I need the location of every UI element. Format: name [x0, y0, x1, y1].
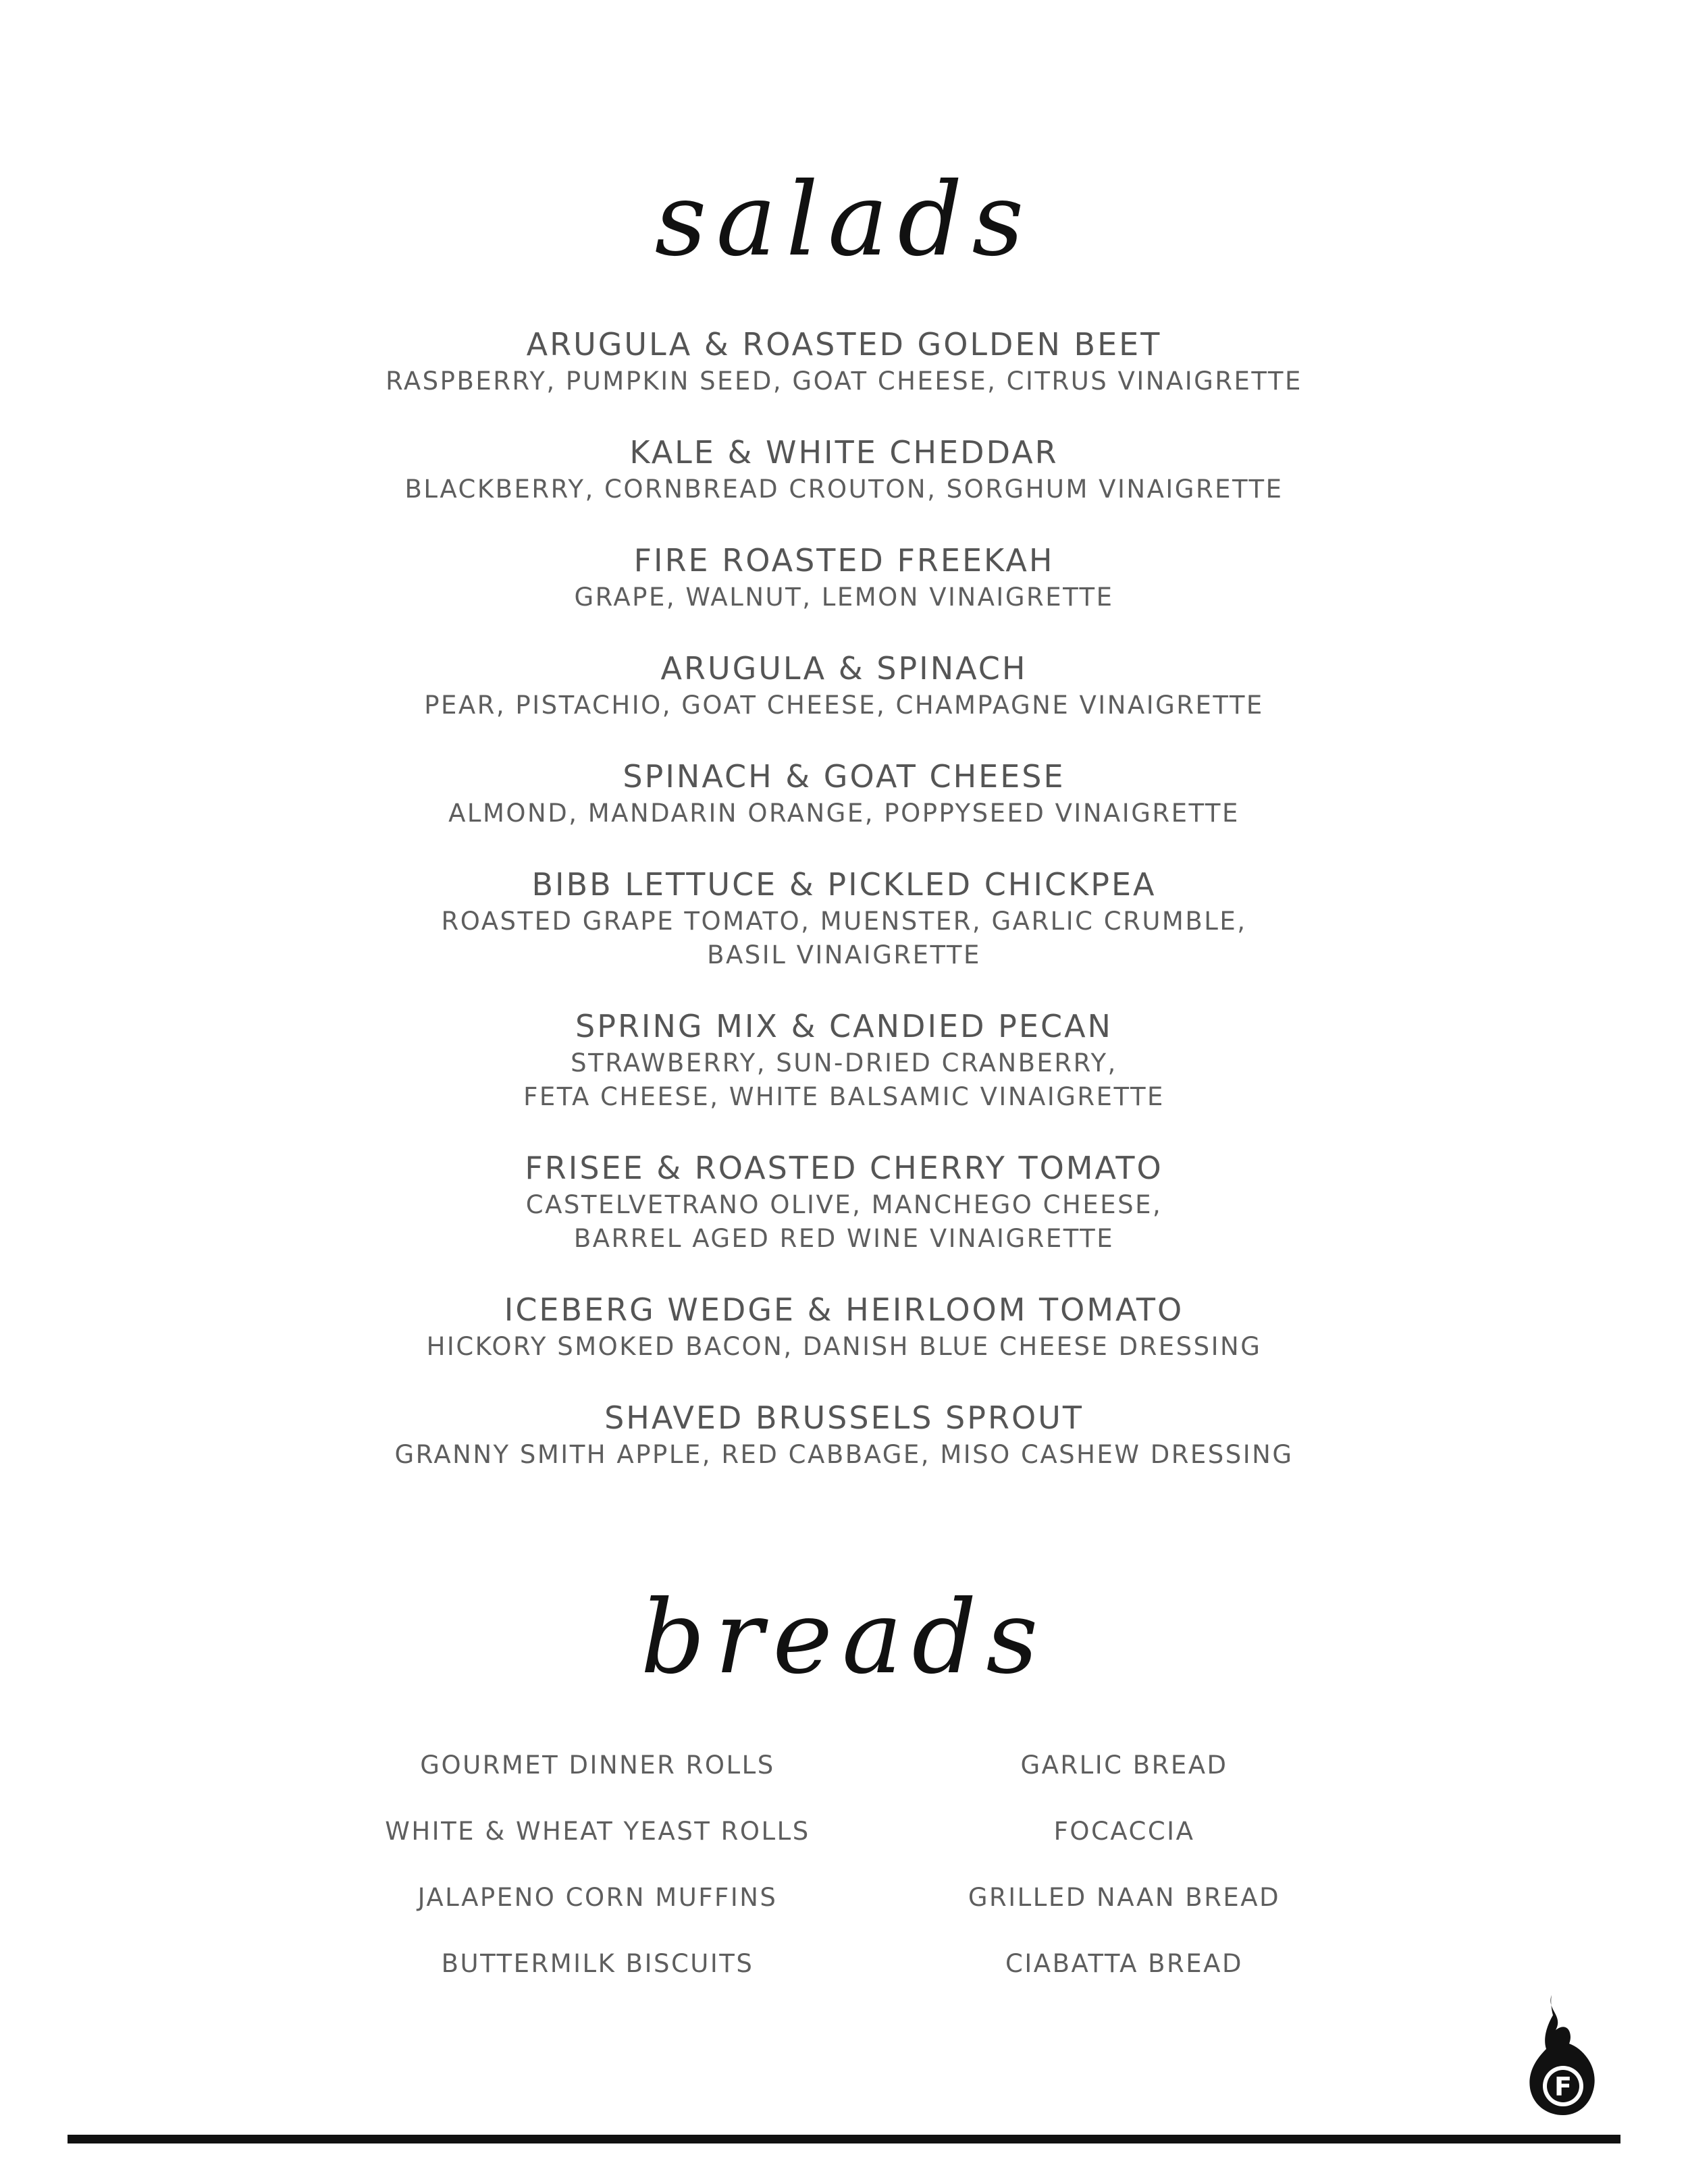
salad-description: ALMOND, MANDARIN ORANGE, POPPYSEED VINAIGRETTE [448, 799, 1240, 828]
salad-item [0, 864, 1688, 972]
salad-description: BLACKBERRY, CORNBREAD CROUTON, SORGHUM VINAIGRETTE [404, 475, 1284, 504]
salad-item [0, 1006, 1688, 1114]
salad-description: STRAWBERRY, SUN-DRIED CRANBERRY, [571, 1048, 1117, 1077]
salad-item [0, 1397, 1688, 1472]
salad-description: GRAPE, WALNUT, LEMON VINAIGRETTE [574, 583, 1114, 612]
salad-description: BARREL AGED RED WINE VINAIGRETTE [573, 1224, 1115, 1253]
salad-description: CASTELVETRANO OLIVE, MANCHEGO CHEESE, [525, 1190, 1163, 1219]
salad-description: PEAR, PISTACHIO, GOAT CHEESE, CHAMPAGNE VINAIGRETTE [424, 691, 1264, 720]
bottom-rule [68, 2135, 1620, 2143]
bread-item: GRILLED NAAN BREAD [968, 1883, 1281, 1912]
salad-description: GRANNY SMITH APPLE, RED CABBAGE, MISO CASHEW DRESSING [394, 1440, 1294, 1469]
salad-name: KALE & WHITE CHEDDAR [629, 434, 1059, 471]
salad-name: FRISEE & ROASTED CHERRY TOMATO [525, 1150, 1163, 1186]
salad-item [0, 432, 1688, 506]
salad-name: ICEBERG WEDGE & HEIRLOOM TOMATO [504, 1291, 1184, 1328]
salad-list [0, 324, 1688, 1506]
bread-list-right [834, 1749, 1415, 2013]
logo-letter: F [1554, 2072, 1572, 2102]
flame-logo-icon [1526, 1995, 1600, 2116]
bread-item: WHITE & WHEAT YEAST ROLLS [385, 1817, 810, 1846]
salad-name: ARUGULA & ROASTED GOLDEN BEET [526, 326, 1162, 363]
bread-item: BUTTERMILK BISCUITS [441, 1949, 754, 1978]
salad-name: ARUGULA & SPINACH [660, 650, 1028, 687]
salad-description: ROASTED GRAPE TOMATO, MUENSTER, GARLIC CRUMBLE, [441, 907, 1247, 936]
bread-item: FOCACCIA [1053, 1817, 1195, 1846]
salad-description: BASIL VINAIGRETTE [707, 940, 981, 969]
bread-item: CIABATTA BREAD [1005, 1949, 1243, 1978]
breads-heading: breads [640, 1578, 1048, 1697]
salad-name: FIRE ROASTED FREEKAH [633, 542, 1055, 579]
salad-description: HICKORY SMOKED BACON, DANISH BLUE CHEESE DRESSING [426, 1332, 1262, 1361]
bread-list-left [307, 1749, 888, 2013]
salad-name: SHAVED BRUSSELS SPROUT [604, 1400, 1084, 1436]
bread-item: GOURMET DINNER ROLLS [420, 1751, 775, 1780]
salad-item [0, 756, 1688, 830]
salads-heading: salads [654, 161, 1034, 279]
salad-item [0, 648, 1688, 722]
bread-item: JALAPENO CORN MUFFINS [417, 1883, 778, 1912]
salad-description: RASPBERRY, PUMPKIN SEED, GOAT CHEESE, CITRUS VINAIGRETTE [386, 367, 1302, 396]
salad-item [0, 1289, 1688, 1364]
salad-item [0, 1148, 1688, 1256]
bread-item: GARLIC BREAD [1020, 1751, 1228, 1780]
salad-description: FETA CHEESE, WHITE BALSAMIC VINAIGRETTE [523, 1082, 1165, 1111]
salad-name: SPRING MIX & CANDIED PECAN [575, 1008, 1113, 1044]
salad-name: SPINACH & GOAT CHEESE [623, 758, 1065, 795]
salad-item [0, 540, 1688, 614]
salad-item [0, 324, 1688, 398]
salad-name: BIBB LETTUCE & PICKLED CHICKPEA [531, 866, 1157, 903]
